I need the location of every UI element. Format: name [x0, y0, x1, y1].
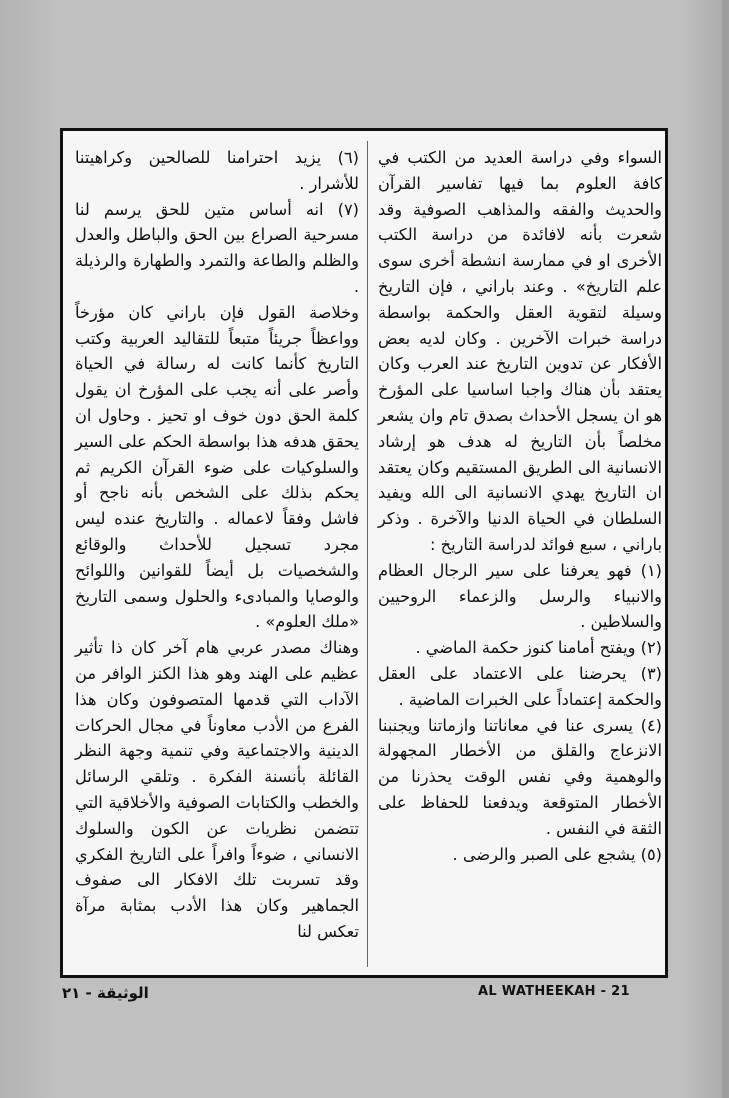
right-paragraph-6: (٥) يشجع على الصبر والرضى .	[452, 844, 662, 864]
right-column	[378, 145, 662, 867]
left-column	[75, 145, 359, 945]
right-paragraph-4: (٣) يحرضنا على الاعتماد على العقل والحكمة إعتماداً على الخبرات الماضية .	[378, 663, 662, 709]
left-paragraph-2: (٧) انه أساس متين للحق يرسم لنا مسرحية الصراع بين الحق والباطل والعدل والظلم والطاعة والتمرد والطهارة والرذيلة .	[75, 199, 359, 296]
right-paragraph-1: السواء وفي دراسة العديد من الكتب في كافة العلوم بما فيها تفاسير القرآن والحديث والفقه والمذاهب الصوفية وقد شعرت بأنه لافائدة من دراسة الكتب الأخرى او في ممارسة انشطة أخرى سوى علم التاريخ» . وعند باراني ، فإن التاريخ وسيلة لتقوية العقل والحكمة بواسطة دراسة خبرات الآخرين . وكان لديه بعض الأفكار عن تدوين التاريخ عند العرب وكان يعتقد بأن هناك واجبا اساسيا على المؤرخ هو ان يسجل الأحداث بصدق تام وان يشعر مخلصاً بأن التاريخ له هدف هو إرشاد الانسانية الى الطريق المستقيم وكان يعتقد ان التاريخ يهدي الانسانية الى الله ويفيد السلطان في الحياة الدنيا والآخرة . وذكر باراني ، سبع فوائد لدراسة التاريخ :	[378, 148, 662, 554]
footer-arabic: الوثيقة - ٢١	[62, 984, 149, 1002]
scan-edge	[722, 0, 729, 1098]
right-paragraph-2: (١) فهو يعرفنا على سير الرجال العظام والانبياء والرسل والزعماء الروحيين والسلاطين .	[378, 560, 662, 632]
left-paragraph-4: وهناك مصدر عربي هام آخر كان ذا تأثير عظيم على الهند وهو هذا الكنز الوافر من الآداب التي قدمها المتصوفون وكان هذا الفرع من الأدب معاوناً في مجال الحركات الدينية والاجتماعية وفي تنمية وجهة النظر القائلة بأنسنة الفكرة . وتلقي الرسائل والخطب والكتابات الصوفية والأخلاقية التي تتضمن نظريات عن الكون والسلوك الانساني ، ضوءاً وافراً على التاريخ الفكري وقد تسربت تلك الافكار الى صفوف الجماهير وكان هذا الأدب بمثابة مرآة تعكس لنا	[75, 638, 359, 941]
right-paragraph-3: (٢) ويفتح أمامنا كنوز حكمة الماضي .	[415, 638, 662, 658]
right-paragraph-5: (٤) يسرى عنا في معاناتنا وازماتنا ويجنبنا الانزعاج والقلق من الأخطار المجهولة والوهمية وفي نفس الوقت يحذرنا من الأخطار المتوقعة ويدفعنا للحفاظ على الثقة في النفس .	[378, 715, 662, 838]
left-paragraph-1: (٦) يزيد احترامنا للصالحين وكراهيتنا للأشرار .	[75, 148, 359, 193]
left-paragraph-3: وخلاصة القول فإن باراني كان مؤرخاً وواعظاً جريئاً متبعاً للتقاليد العربية وكتب التاريخ كأنما كانت له رسالة في الحياة وأصر على أنه يجب على المؤرخ ان يقول كلمة الحق دون خوف او تحيز . وحاول ان يحقق هدفه هذا بواسطة الحكم على السير والسلوكيات على ضوء القرآن الكريم ثم يحكم بذلك على الشخص بأنه ناجح أو فاشل وفقاً لاعماله . والتاريخ عنده ليس مجرد تسجيل للأحداث والوقائع والشخصيات بل أيضاً للقوانين واللوائح والوصايا والمبادىء والحلول وسمى التاريخ «ملك العلوم» .	[75, 302, 359, 632]
page-frame	[60, 128, 668, 978]
column-divider	[367, 141, 368, 967]
footer-english: AL WATHEEKAH - 21	[478, 984, 630, 999]
